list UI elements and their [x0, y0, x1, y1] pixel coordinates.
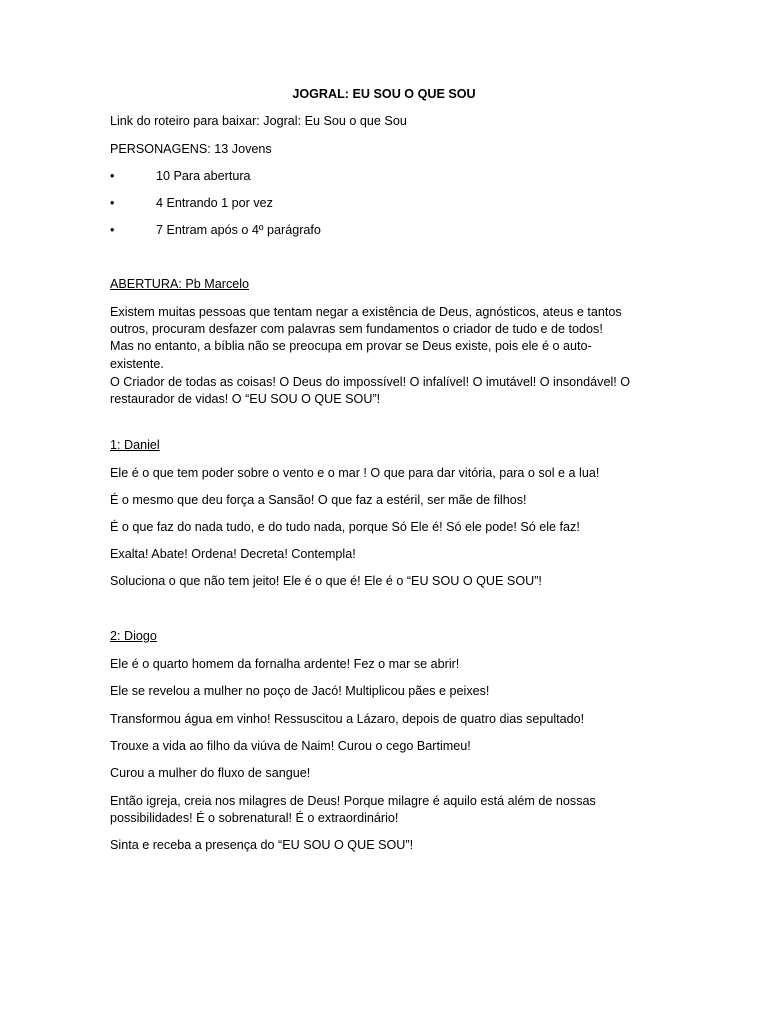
daniel-line: Exalta! Abate! Ordena! Decreta! Contempla!	[110, 547, 356, 561]
download-link-line[interactable]: Link do roteiro para baixar: Jogral: Eu Sou o que Sou	[110, 114, 407, 128]
diogo-line: Sinta e receba a presença do “EU SOU O QUE SOU”!	[110, 838, 414, 852]
bullet-marker: •	[110, 223, 115, 237]
abertura-line: existente.	[110, 357, 164, 371]
abertura-heading: ABERTURA: Pb Marcelo	[110, 277, 250, 291]
daniel-line: É o que faz do nada tudo, e do tudo nada, porque Só Ele é! Só ele pode! Só ele faz!	[110, 520, 580, 534]
daniel-heading: 1: Daniel	[110, 438, 160, 452]
bullet-item: 7 Entram após o 4º parágrafo	[156, 223, 321, 237]
diogo-line: Curou a mulher do fluxo de sangue!	[110, 766, 311, 780]
abertura-line: O Criador de todas as coisas! O Deus do impossível! O infalível! O imutável! O insondável! O	[110, 375, 631, 389]
diogo-line: Transformou água em vinho! Ressuscitou a Lázaro, depois de quatro dias sepultado!	[110, 712, 585, 726]
diogo-line: Trouxe a vida ao filho da viúva de Naim! Curou o cego Bartimeu!	[110, 739, 471, 753]
personagens-line: PERSONAGENS: 13 Jovens	[110, 142, 272, 156]
document-title: JOGRAL: EU SOU O QUE SOU	[292, 87, 476, 101]
daniel-line: Soluciona o que não tem jeito! Ele é o que é! Ele é o “EU SOU O QUE SOU”!	[110, 574, 542, 588]
bullet-marker: •	[110, 196, 115, 210]
abertura-line: Existem muitas pessoas que tentam negar a existência de Deus, agnósticos, ateus e tantos	[110, 305, 622, 319]
abertura-line: restaurador de vidas! O “EU SOU O QUE SOU”!	[110, 392, 381, 406]
diogo-line: Ele se revelou a mulher no poço de Jacó! Multiplicou pães e peixes!	[110, 684, 490, 698]
daniel-line: É o mesmo que deu força a Sansão! O que faz a estéril, ser mãe de filhos!	[110, 493, 527, 507]
diogo-heading: 2: Diogo	[110, 629, 157, 643]
bullet-item: 10 Para abertura	[156, 169, 251, 183]
diogo-line: Ele é o quarto homem da fornalha ardente! Fez o mar se abrir!	[110, 657, 460, 671]
bullet-marker: •	[110, 169, 115, 183]
bullet-item: 4 Entrando 1 por vez	[156, 196, 273, 210]
abertura-line: Mas no entanto, a bíblia não se preocupa em provar se Deus existe, pois ele é o auto-	[110, 339, 592, 353]
diogo-line: Então igreja, creia nos milagres de Deus! Porque milagre é aquilo está além de nossas	[110, 794, 596, 808]
daniel-line: Ele é o que tem poder sobre o vento e o mar ! O que para dar vitória, para o sol e a lua!	[110, 466, 600, 480]
diogo-line: possibilidades! É o sobrenatural! É o extraordinário!	[110, 811, 399, 825]
abertura-line: outros, procuram desfazer com palavras sem fundamentos o criador de tudo e de todos!	[110, 322, 603, 336]
